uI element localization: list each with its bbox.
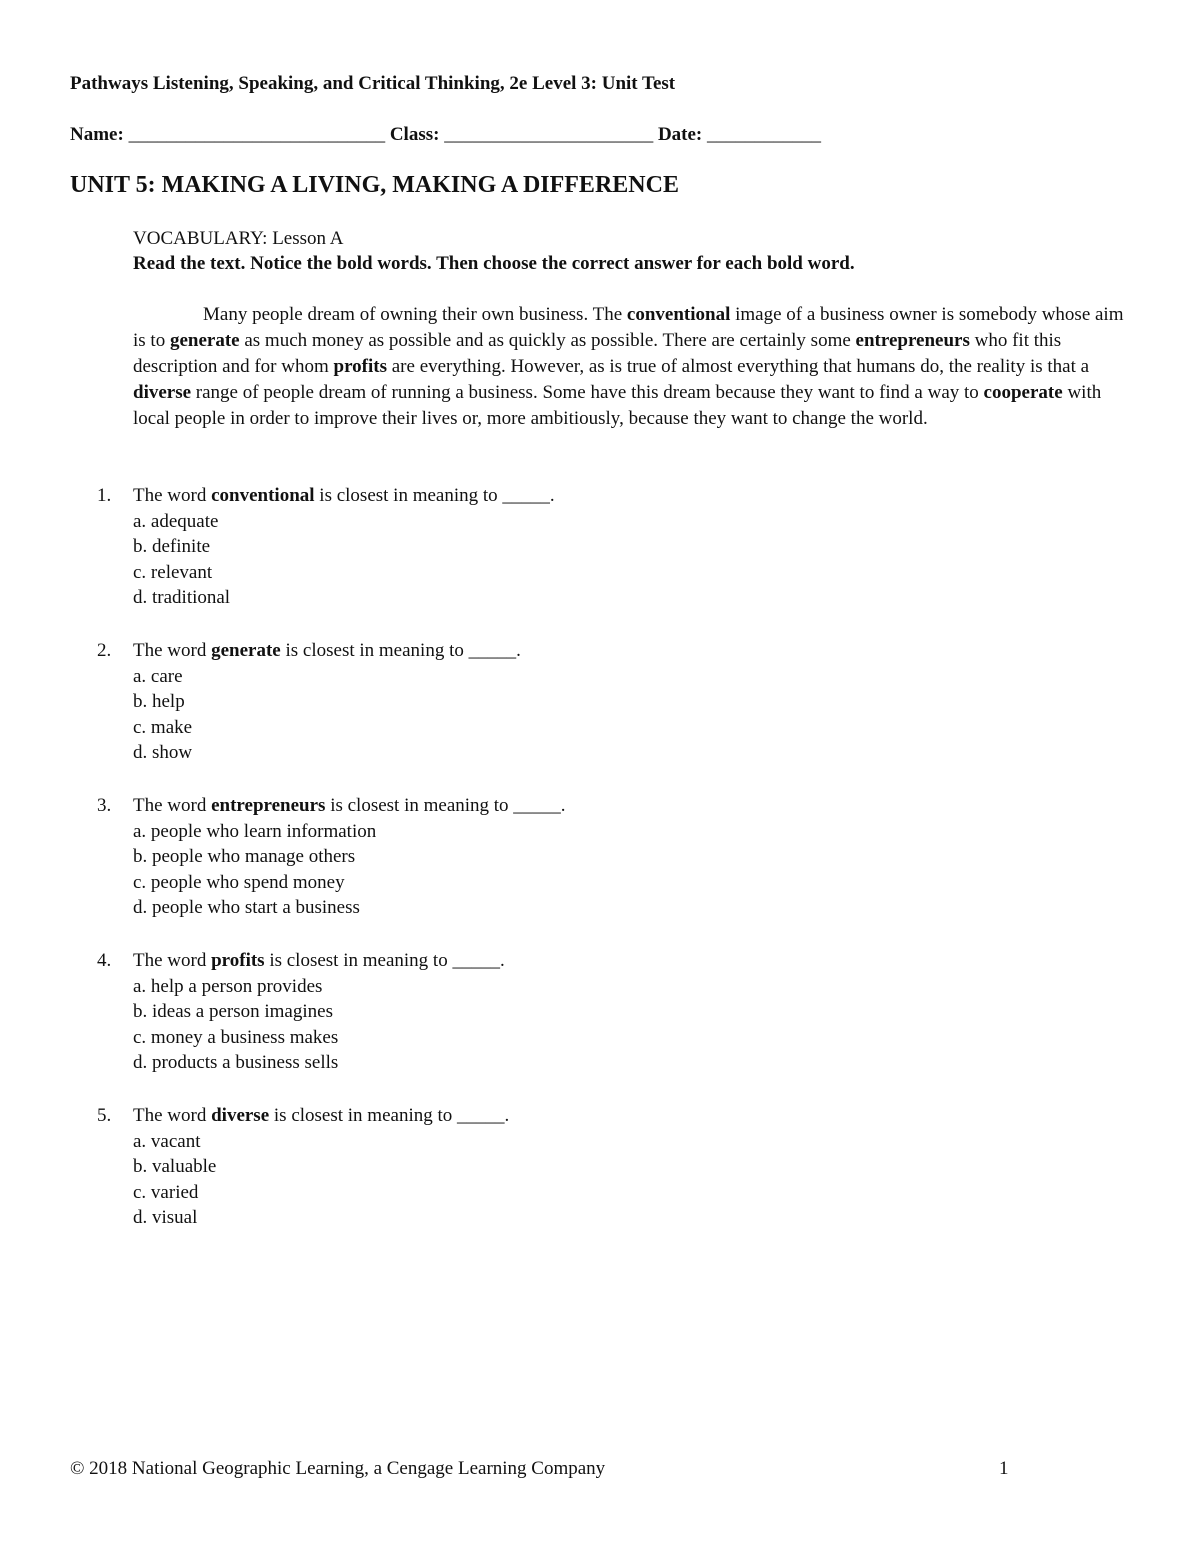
passage-text: with local people in order to improve their lives or, more ambitiously, because they want to change the world. [133, 382, 1102, 429]
answer-option: a. vacant [133, 1130, 201, 1152]
answer-option: d. products a business sells [133, 1052, 339, 1073]
passage-bold-word: diverse [133, 382, 192, 403]
date-label: Date: [657, 124, 703, 145]
question-stem [133, 793, 997, 819]
stem-text: The word [133, 795, 212, 816]
answer-option: c. make [133, 716, 193, 738]
passage-bold-word: entrepreneurs [855, 330, 970, 351]
passage-bold-word: cooperate [983, 382, 1063, 403]
stem-bold-word: entrepreneurs [211, 795, 326, 816]
passage-text: as much money as possible and as quickly as possible. There are certainly some [239, 330, 856, 351]
stem-text: The word [133, 950, 212, 971]
answer-option: b. valuable [133, 1156, 217, 1177]
stem-text: is closest in meaning to _____. [264, 950, 505, 971]
footer-copyright: © 2018 National Geographic Learning, a Cengage Learning Company [70, 1458, 606, 1479]
stem-text: is closest in meaning to _____. [269, 1105, 510, 1126]
answer-option: b. people who manage others [133, 846, 356, 867]
passage-bold-word: generate [169, 330, 240, 351]
passage-text: are everything. However, as is true of almost everything that humans do, the reality is that a [387, 356, 1090, 377]
name-label: Name: [70, 124, 124, 145]
stem-text: The word [133, 485, 212, 506]
unit-title: UNIT 5: MAKING A LIVING, MAKING A DIFFERENCE [70, 172, 679, 198]
stem-bold-word: profits [211, 950, 265, 971]
answer-option: a. adequate [133, 510, 219, 532]
answer-option: a. care [133, 665, 183, 687]
stem-text: The word [133, 1105, 212, 1126]
question-5 [97, 1103, 997, 1231]
answer-option: d. people who start a business [133, 897, 360, 918]
question-number: 2. [97, 640, 112, 661]
section-instructions: Read the text. Notice the bold words. Then choose the correct answer for each bold word. [133, 253, 855, 274]
test-header-title: Pathways Listening, Speaking, and Critical Thinking, 2e Level 3: Unit Test [70, 73, 676, 94]
answer-option: c. varied [133, 1181, 199, 1203]
answer-option: b. ideas a person imagines [133, 1001, 333, 1022]
stem-text: The word [133, 640, 212, 661]
question-4 [97, 948, 997, 1076]
answer-option: a. help a person provides [133, 975, 323, 997]
stem-bold-word: conventional [211, 485, 315, 506]
answer-option: c. money a business makes [133, 1026, 339, 1048]
passage-text: image of a business owner is somebody whose aim is to [133, 304, 1124, 351]
page-number: 1 [999, 1458, 1009, 1479]
student-info-fields [70, 124, 821, 146]
answer-option: b. help [133, 691, 185, 712]
answer-option: d. show [133, 742, 193, 763]
passage-bold-word: conventional [626, 304, 731, 325]
answer-option: d. visual [133, 1207, 198, 1228]
reading-passage [133, 302, 1133, 432]
class-label: Class: [389, 124, 440, 145]
section-heading: VOCABULARY: Lesson A [133, 228, 344, 249]
answer-option: d. traditional [133, 587, 231, 608]
stem-text: is closest in meaning to _____. [314, 485, 555, 506]
stem-bold-word: diverse [211, 1105, 270, 1126]
answer-option: a. people who learn information [133, 820, 377, 842]
passage-text: range of people dream of running a business. Some have this dream because they want to find a way to [191, 382, 984, 403]
question-1 [97, 483, 997, 611]
question-3 [97, 793, 997, 921]
answer-option: c. people who spend money [133, 871, 345, 893]
question-stem [133, 638, 997, 664]
stem-text: is closest in meaning to _____. [280, 640, 521, 661]
question-stem [133, 948, 997, 974]
question-stem [133, 483, 997, 509]
question-number: 3. [97, 795, 112, 816]
passage-bold-word: profits [333, 356, 387, 377]
stem-text: is closest in meaning to _____. [325, 795, 566, 816]
passage-text: who fit this description and for whom [133, 330, 1062, 377]
question-number: 4. [97, 950, 112, 971]
date-blank: ____________ [707, 124, 821, 145]
answer-option: c. relevant [133, 561, 213, 583]
question-number: 5. [97, 1105, 112, 1126]
name-blank: ___________________________ [128, 124, 386, 145]
passage-text: Many people dream of owning their own business. The [203, 304, 627, 325]
question-number: 1. [97, 485, 112, 506]
question-2 [97, 638, 997, 766]
class-blank: ______________________ [444, 124, 654, 145]
stem-bold-word: generate [211, 640, 281, 661]
answer-option: b. definite [133, 536, 211, 557]
question-stem [133, 1103, 997, 1129]
